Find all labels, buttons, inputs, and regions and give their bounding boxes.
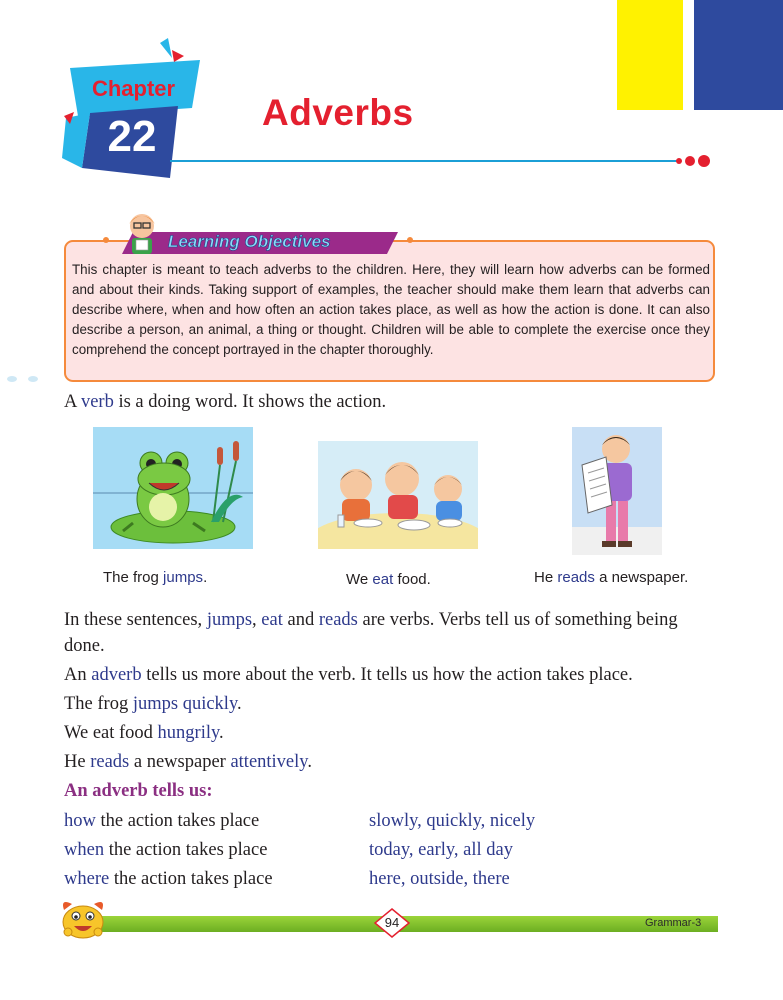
caption-read-pre: He — [534, 569, 554, 586]
para1-and: and — [287, 610, 315, 630]
adverb-tells-heading: An adverb tells us: — [64, 781, 213, 801]
children-eating-picture — [318, 441, 478, 549]
example-frog-hl: jumps quickly — [132, 694, 237, 714]
example-read-mid: a newspaper — [133, 752, 226, 772]
example-read-pre: He — [64, 752, 86, 772]
teacher-icon — [120, 208, 164, 256]
para1-eat: eat — [261, 610, 283, 630]
tells-when-keyword: when — [64, 840, 105, 860]
ribbon-dot-icon — [100, 234, 112, 246]
margin-dots-icon — [5, 374, 45, 384]
para2-adverb: adverb — [91, 665, 142, 685]
intro-rest: is a doing word. It shows the action. — [118, 392, 387, 412]
ribbon-dot-icon — [404, 234, 416, 246]
para-verbs-line1 — [64, 610, 678, 631]
caption-eat — [346, 571, 431, 588]
para2-post: tells us more about the verb. It tells us how the action takes place. — [146, 665, 633, 685]
page-number: 94 — [384, 915, 400, 930]
para-adverb — [64, 665, 633, 686]
example-read-hl2: attentively — [230, 752, 308, 772]
example-frog-post: . — [237, 694, 242, 714]
header-yellow-bar — [617, 0, 683, 110]
example-eat — [64, 723, 224, 744]
tells-where-examples: here, outside, there — [369, 869, 510, 889]
example-eat-post: . — [219, 723, 224, 743]
caption-read-post: a newspaper. — [599, 569, 689, 586]
mascot-icon — [58, 896, 108, 940]
caption-frog-pre: The frog — [103, 569, 159, 586]
tells-where-text: the action takes place — [113, 869, 273, 889]
boy-reading-picture — [572, 427, 662, 555]
para1-post: are verbs. Verbs tell us of something being — [362, 610, 678, 630]
tells-when-examples: today, early, all day — [369, 840, 513, 860]
example-frog-pre: The frog — [64, 694, 129, 714]
tells-when-text: the action takes place — [108, 840, 268, 860]
book-name: Grammar-3 — [645, 917, 702, 929]
rule-dots-icon — [674, 153, 718, 169]
tells-row-how — [64, 811, 259, 832]
caption-eat-post: food. — [397, 571, 431, 588]
para1-sep: , — [252, 610, 257, 630]
para2-pre: An — [64, 665, 87, 685]
tells-how-keyword: how — [64, 811, 96, 831]
tells-where-keyword: where — [64, 869, 110, 889]
intro-verb: verb — [80, 392, 114, 412]
chapter-label: Chapter — [91, 76, 176, 101]
example-read-post: . — [307, 752, 312, 772]
caption-read-verb: reads — [557, 569, 595, 586]
header-blue-bar — [694, 0, 783, 110]
example-eat-pre: We eat food — [64, 723, 153, 743]
example-read-hl: reads — [90, 752, 130, 772]
caption-frog-post: . — [203, 569, 208, 586]
example-frog — [64, 694, 242, 715]
intro-line — [64, 392, 386, 413]
para1-reads: reads — [318, 610, 358, 630]
intro-a: A — [64, 392, 77, 412]
caption-eat-pre: We — [346, 571, 369, 588]
tells-how-text: the action takes place — [100, 811, 260, 831]
para-verbs-line2: done. — [64, 636, 105, 656]
caption-eat-verb: eat — [372, 571, 394, 588]
tells-row-where — [64, 869, 273, 890]
objectives-text: This chapter is meant to teach adverbs to the children. Here, they will learn how adverbs can be formed and about their kinds. Taking support of examples, the teacher should make them learn that adverbs can describe where, when and how often an action takes place, as well as how the action is done. It can also describe a person, an animal, a thing or thought. Children will be able to complete the exercise once they comprehend the concept portrayed in the chapter thoroughly. — [72, 262, 710, 357]
example-read — [64, 752, 312, 773]
caption-read — [534, 569, 688, 586]
chapter-number: 22 — [107, 112, 157, 161]
title-rule — [170, 160, 680, 162]
page-title: Adverbs — [262, 92, 414, 133]
objectives-title: Learning Objectives — [168, 232, 331, 251]
tells-how-examples: slowly, quickly, nicely — [369, 811, 536, 831]
para1-pre: In these sentences, — [64, 610, 203, 630]
caption-frog — [103, 569, 207, 586]
para1-jumps: jumps — [206, 610, 253, 630]
tells-row-when — [64, 840, 267, 861]
example-eat-hl: hungrily — [157, 723, 220, 743]
frog-picture — [93, 427, 253, 549]
caption-frog-verb: jumps — [163, 569, 204, 586]
